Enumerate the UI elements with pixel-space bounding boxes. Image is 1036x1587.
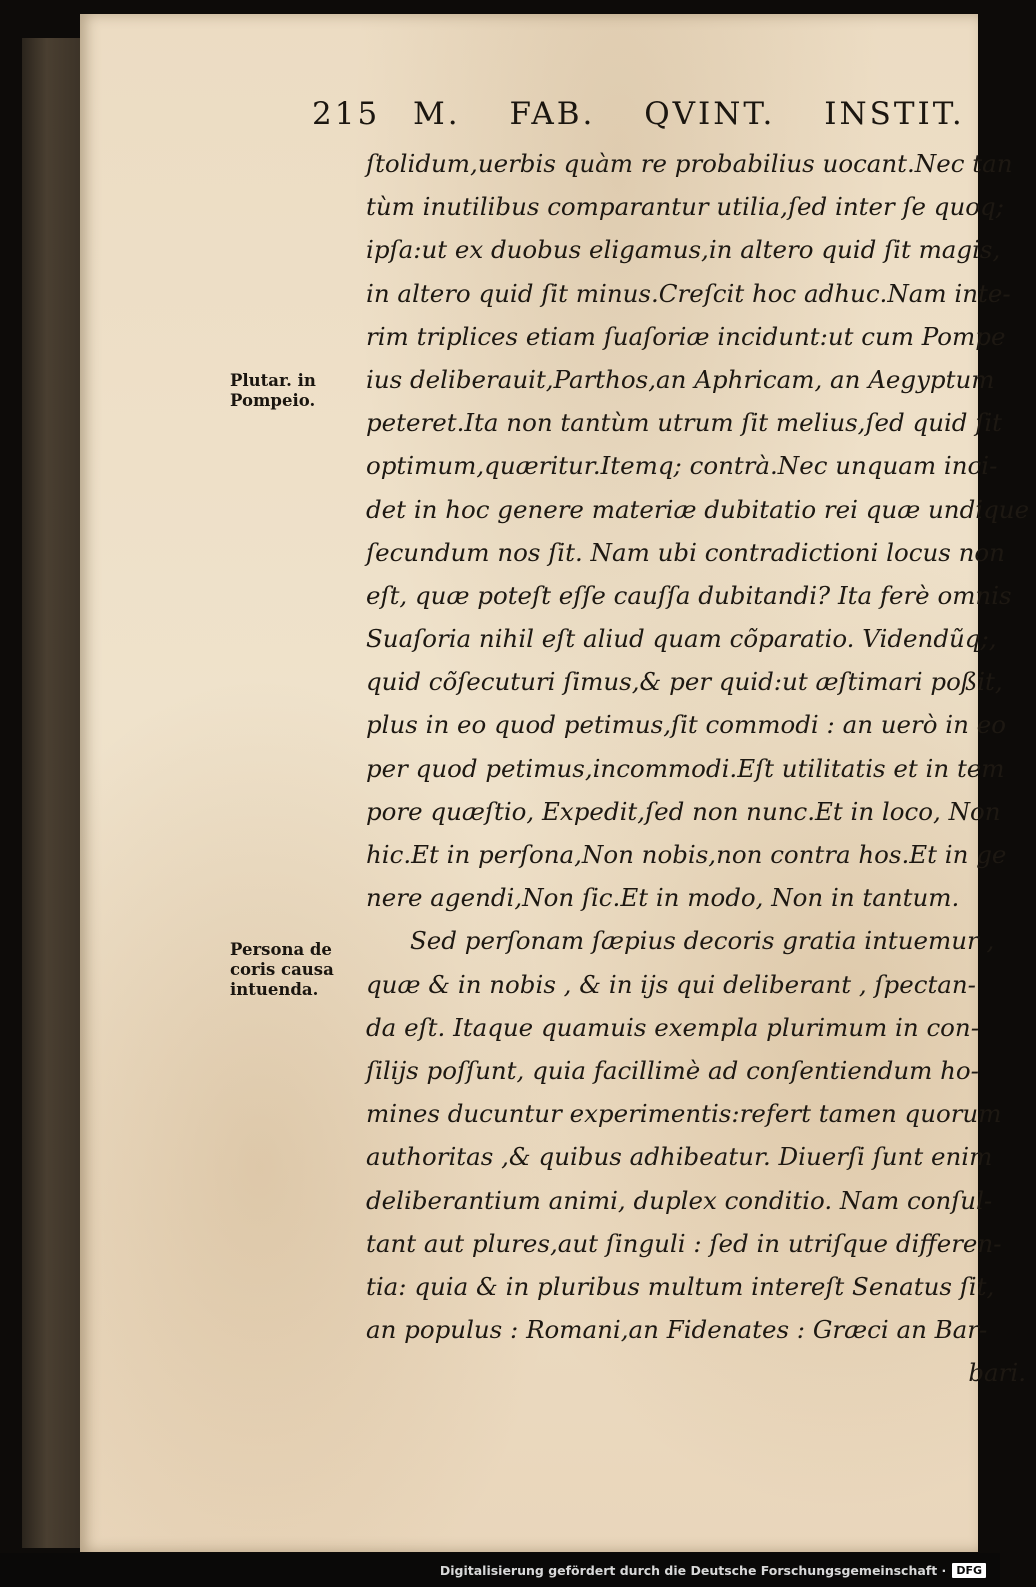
text-line: mines ducuntur experimentis:refert tamen quorum [366,1099,1002,1129]
marginal-note [230,371,365,411]
running-head [312,96,1012,132]
text-line: in altero quid ſit minus.Creſcit hoc adhuc.Nam inte- [366,278,1011,308]
text-line: Suaſoria nihil eſt aliud quam cõparatio. Videndũq;, [366,624,997,654]
text-line: optimum,quæritur.Itemq; contrà.Nec unquam inci- [366,451,998,481]
text-line: plus in eo quod petimus,ſit commodi : an uerò in eo [366,710,1006,740]
footer-credit: Digitalisierung gefördert durch die Deutsche Forschungsgemeinschaft · [439,1562,947,1578]
facing-page-edge [22,38,84,1548]
text-line: tia: quia & in pluribus multum intereſt Senatus ſit, [366,1271,995,1301]
text-line: hic.Et in perſona,Non nobis,non contra hos.Et in ge [366,840,1007,869]
text-line: quæ & in nobis , & in ijs qui deliberant , ſpectan- [366,969,976,999]
book-page [80,14,1030,1552]
catchword-line: bari. [968,1358,1026,1388]
text-line: authoritas ,& quibus adhibeatur. Diuerſi ſunt enim [366,1142,993,1172]
text-line: ius deliberauit,Parthos,an Aphricam, an Aegyptum [366,364,995,394]
paragraph-first-line: Sed perſonam ſæpius decoris gratia intuemur , [410,926,995,956]
text-line: quid cõſecuturi ſimus,& per quid:ut æſtimari poßit, [366,667,1003,697]
running-head-word: INSTIT. [824,96,965,132]
text-line: tant aut plures,aut ſinguli : ſed in utriſque differen- [366,1228,1002,1258]
running-head-word: QVINT. [644,96,776,132]
text-line: ſtolidum,uerbis quàm re probabilius uocant.Nec tan [366,149,1013,178]
marginal-note-line: Plutar. in [230,371,316,390]
text-line: per quod petimus,incommodi.Eſt utilitatis et in tem [366,753,1005,783]
running-head-word: FAB. [509,96,596,132]
text-line: ipſa:ut ex duobus eligamus,in altero quid ſit magis, [366,235,1001,265]
footer-bar [0,1553,1000,1587]
marginal-note-line: intuenda. [230,980,319,999]
text-line: det in hoc genere materiæ dubitatio rei quæ undique [366,494,1030,524]
text-line: deliberantium animi, duplex conditio. Nam conſul- [366,1185,993,1215]
text-line: eſt, quæ poteſt eſſe cauſſa dubitandi? Ita ferè omnis [366,580,1012,610]
marginal-note [230,940,365,1000]
body-text [366,142,1036,1394]
running-head-word: M. [413,96,461,132]
dfg-logo: DFG [952,1563,986,1578]
text-line: an populus : Romani,an Fidenates : Græci an Bar- [366,1315,988,1345]
page-number: 215 [312,96,381,132]
marginal-note-line: Pompeio. [230,391,316,410]
text-line: pore quæſtio, Expedit,ſed non nunc.Et in loco, Non [366,796,1001,826]
text-line: nere agendi,Non ſic.Et in modo, Non in tantum. [366,883,960,913]
marginal-note-line: Persona de [230,940,332,959]
text-line: ſecundum nos ſit. Nam ubi contradictioni locus non [366,537,1005,567]
text-line: ſilijs poſſunt, quia facillimè ad conſentiendum ho- [366,1055,979,1085]
marginal-note-line: coris causa [230,960,334,979]
text-line: peteret.Ita non tantùm utrum ſit melius,ſed quid ſit [366,408,1003,438]
text-line: da eſt. Itaque quamuis exempla plurimum in con- [366,1012,979,1042]
text-line: tùm inutilibus comparantur utilia,ſed inter ſe quoq; [366,192,1004,222]
text-line: rim triplices etiam ſuaſoriæ incidunt:ut cum Pompe [366,321,1006,351]
